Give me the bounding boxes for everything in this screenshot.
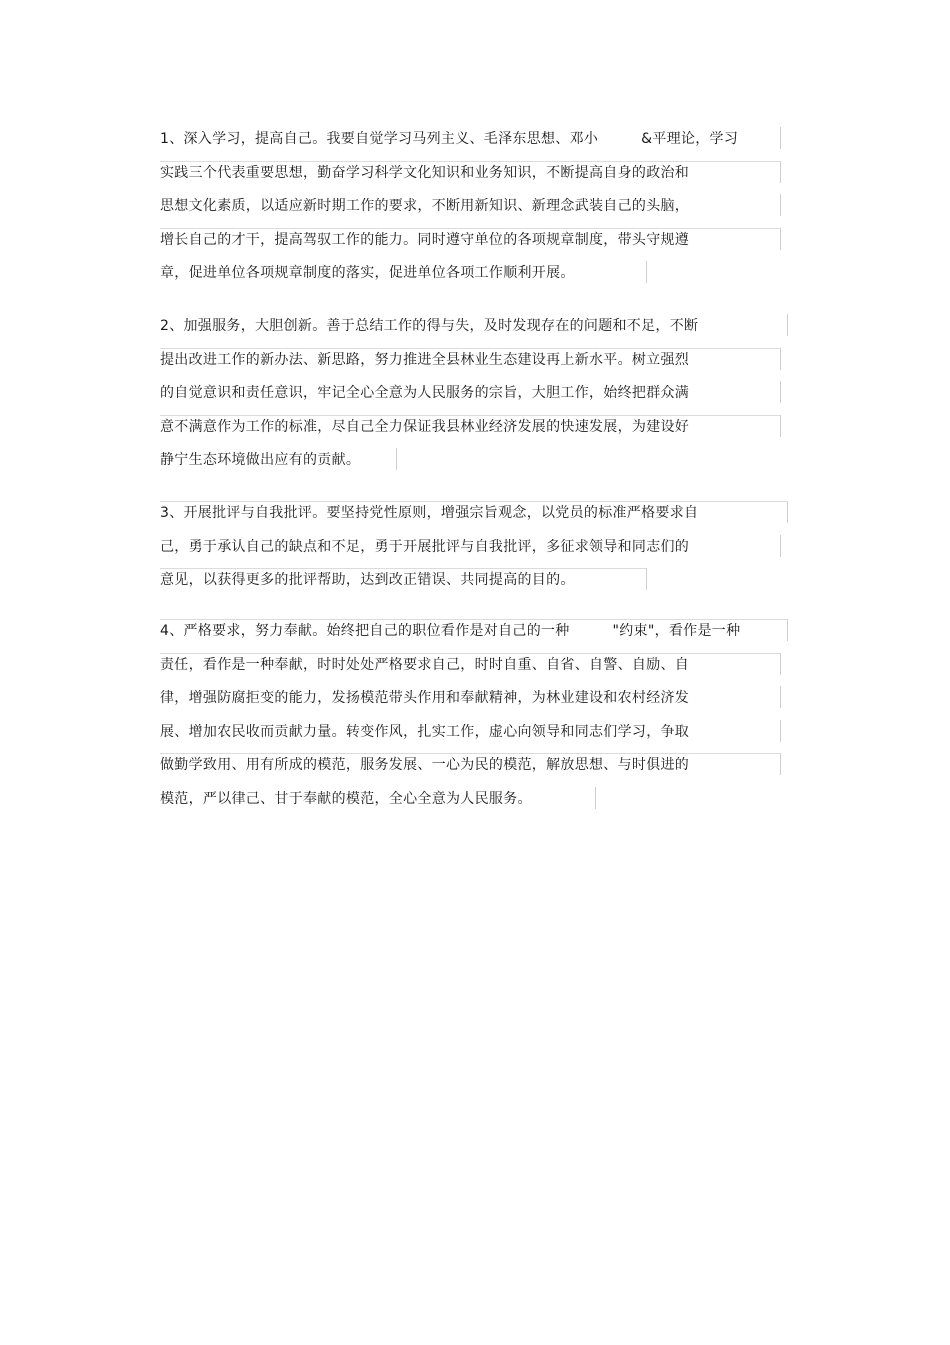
paragraph-line — [160, 385, 790, 419]
line-text: 提出改进工作的新办法、新思路，努力推进全县林业生态建设再上新水平。树立强烈 — [160, 351, 690, 368]
paragraph-line — [160, 505, 790, 539]
line-text: 做勤学致用、用有所成的模范，服务发展、一心为民的模范，解放思想、与时俱进的 — [160, 757, 690, 773]
line-text: 增长自己的才干，提高驾驭工作的能力。同时遵守单位的各项规章制度，带头守规遵 — [160, 231, 690, 248]
paragraph-line — [160, 352, 790, 386]
line-text: 思想文化素质，以适应新时期工作的要求，不断用新知识、新理念武装自己的头脑， — [160, 198, 690, 214]
line-text: 己，勇于承认自己的缺点和不足，勇于开展批评与自我批评，多征求领导和同志们的 — [160, 538, 690, 555]
paragraph-line — [160, 232, 790, 266]
paragraph-line — [160, 623, 790, 657]
paragraph-line — [160, 791, 790, 825]
line-text: 4、严格要求，努力奉献。始终把自己的职位看作是对自己的一种 "约束"，看作是一种 — [160, 623, 741, 639]
line-text: 意见，以获得更多的批评帮助，达到改正错误、共同提高的目的。 — [160, 572, 575, 588]
line-text: 实践三个代表重要思想，勤奋学习科学文化知识和业务知识，不断提高自身的政治和 — [160, 164, 690, 181]
paragraph-line — [160, 724, 790, 758]
paragraph-line — [160, 452, 790, 486]
paragraph-line — [160, 539, 790, 573]
line-text: 模范，严以律己、甘于奉献的模范，全心全意为人民服务。 — [160, 790, 532, 807]
paragraph-1 — [160, 131, 790, 299]
paragraph-line — [160, 318, 790, 352]
paragraph-line — [160, 265, 790, 299]
paragraph-line — [160, 165, 790, 199]
paragraph-4 — [160, 623, 790, 824]
line-text: 律，增强防腐拒变的能力，发扬模范带头作用和奉献精神，为林业建设和农村经济发 — [160, 690, 690, 706]
line-text: 责任，看作是一种奉献，时时处处严格要求自己，时时自重、自省、自警、自励、自 — [160, 656, 690, 673]
paragraph-line — [160, 419, 790, 453]
paragraph-2 — [160, 318, 790, 486]
paragraph-line — [160, 657, 790, 691]
line-text: 的自觉意识和责任意识，牢记全心全意为人民服务的宗旨，大胆工作，始终把群众满 — [160, 385, 690, 401]
line-text: 静宁生态环境做出应有的贡献。 — [160, 452, 361, 468]
line-text: 3、开展批评与自我批评。要坚持党性原则，增强宗旨观念，以党员的标准严格要求自 — [160, 505, 699, 521]
line-text: 1、深入学习，提高自己。我要自觉学习马列主义、毛泽东思想、邓小 &平理论，学习 — [160, 131, 739, 147]
line-text: 意不满意作为工作的标准，尽自己全力保证我县林业经济发展的快速发展，为建设好 — [160, 418, 690, 435]
paragraph-line — [160, 690, 790, 724]
paragraph-line — [160, 757, 790, 791]
line-text: 2、加强服务，大胆创新。善于总结工作的得与失，及时发现存在的问题和不足，不断 — [160, 318, 699, 334]
line-text: 章，促进单位各项规章制度的落实，促进单位各项工作顺利开展。 — [160, 265, 575, 281]
paragraph-line — [160, 131, 790, 165]
paragraph-line — [160, 572, 790, 606]
line-text: 展、增加农民收而贡献力量。转变作风，扎实工作，虚心向领导和同志们学习，争取 — [160, 723, 690, 740]
paragraph-line — [160, 198, 790, 232]
paragraph-3 — [160, 505, 790, 606]
